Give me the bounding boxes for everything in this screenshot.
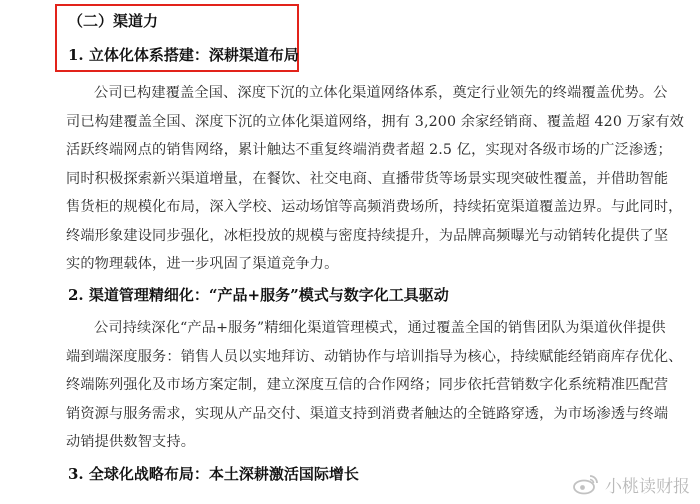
paragraph-line: 公司持续深化“产品+服务”精细化渠道管理模式，通过覆盖全国的销售团队为渠道伙伴提供: [94, 320, 666, 336]
watermark: [573, 470, 690, 498]
paragraph-line: 动销提供数智支持。: [66, 434, 196, 450]
subheading-channel-management: 2. 渠道管理精细化：“产品+服务”模式与数字化工具驱动: [68, 286, 449, 304]
paragraph-line: 公司已构建覆盖全国、深度下沉的立体化渠道网络体系，奠定行业领先的终端覆盖优势。公: [94, 85, 668, 101]
paragraph-line: 司已构建覆盖全国、深度下沉的立体化渠道网络，拥有 3,200 余家经销商、覆盖超 420 万家有效: [66, 113, 685, 130]
subheading-global-strategy: 3. 全球化战略布局：本土深耕激活国际增长: [68, 465, 359, 483]
paragraph-line: 销资源与服务需求，实现从产品交付、渠道支持到消费者触达的全链路穿透，为市场渗透与终端: [66, 405, 669, 422]
section-heading: （二）渠道力: [68, 12, 159, 30]
paragraph-line: 终端形象建设同步强化，冰柜投放的规模与密度持续提升，为品牌高频曝光与动销转化提供了坚: [66, 227, 669, 244]
subheading-channel-layout: 1. 立体化体系搭建：深耕渠道布局: [68, 46, 299, 64]
paragraph-line: 售货柜的规模化布局，深入学校、运动场馆等高频消费场所，持续拓宽渠道覆盖边界。与此同时，: [66, 199, 683, 215]
paragraph-line: 实的物理载体，进一步巩固了渠道竞争力。: [66, 256, 339, 272]
watermark-text: 小桃读财报: [605, 476, 690, 497]
paragraph-line: 端到端深度服务：销售人员以实地拜访、动销协作与培训指导为核心，持续赋能经销商库存优化、: [66, 348, 683, 365]
paragraph-line: 活跃终端网点的销售网络，累计触达不重复终端消费者超 2.5 亿，实现对各级市场的广泛渗透；: [66, 142, 672, 158]
paragraph-line: 终端陈列强化及市场方案定制，建立深度互信的合作网络；同步依托营销数字化系统精准匹配营: [66, 377, 669, 393]
paragraph-line: 同时积极探索新兴渠道增量，在餐饮、社交电商、直播带货等场景实现突破性覆盖，并借助智能: [66, 170, 669, 187]
paragraph-channel-layout: [66, 79, 686, 279]
weibo-icon: [573, 473, 599, 495]
paragraph-channel-management: [66, 314, 686, 457]
